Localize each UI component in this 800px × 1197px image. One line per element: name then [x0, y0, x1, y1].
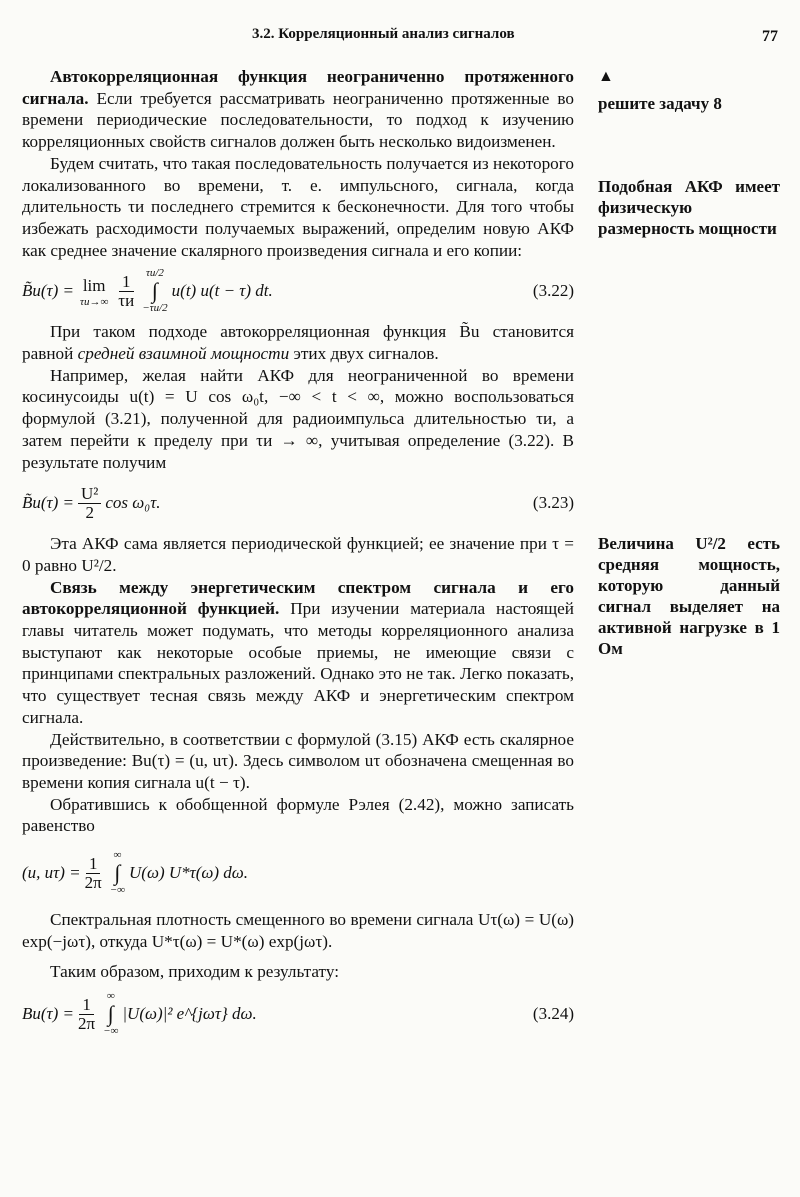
equation-rayleigh: (u, uτ) = $\frac{1}{2\pi}$ ∞ ∫ −∞ U(ω) U*τ(ω) dω.	[22, 849, 249, 897]
paragraph-2: Будем считать, что такая последовательность получается из некоторого локализованного во времени, т. е. импульсного, сигнала, когда длительность τи последнего стремится к бесконечности. Для того чтобы избежать расходимости получаемых выражений, определим новую АКФ как среднее значение скалярного произведения сигнала и его копии:	[22, 153, 574, 260]
runin-heading-2: Связь между энергетическим спектром сигнала и его автокорреляционной функцией.	[22, 577, 574, 619]
integral-sign: τи/2 ∫ −τи/2	[142, 267, 168, 315]
equation-3-23: B̃u(τ) = $\frac{\text{U²}}{2}$ cos ω₀τ. (3.23)	[22, 483, 574, 522]
integral-sign: ∞ ∫ −∞	[109, 849, 125, 897]
equation-number: (3.23)	[532, 493, 574, 513]
equation-3-24: Bu(τ) = $\frac{1}{2\pi}$ ∞ ∫ −∞ |U(ω)|² e^{jωτ} dω. (3.24)	[22, 990, 574, 1038]
paragraph-1: Автокорреляционная функция неограниченно протяженного сигнала. Если требуется рассматривать неограниченно протяженные во времени периодические последовательности, то подход к изучению корреляционных свойств сигналов должен быть несколько видоизменен.	[22, 67, 574, 152]
margin-note-dimension: Подобная АКФ имеет физическую размерность мощности	[598, 177, 780, 238]
paragraph-8: Обратившись к обобщенной формуле Рэлея (2.42), можно записать равенство	[22, 794, 574, 836]
running-header: 3.2. Корреляционный анализ сигналов	[252, 26, 515, 42]
paragraph-4: Например, желая найти АКФ для неограниченной во времени косинусоиды u(t) = U cos ω₀t, −∞ < t < ∞, можно воспользоваться формулой (3.21), полученной для радиоимпульса длительностью τи, а затем перейти к пределу при τи → ∞, учитывая определение (3.22). В результате получим	[22, 365, 574, 472]
page-number: 77	[762, 28, 778, 45]
runin-heading-1: Автокорреляционная функция неограниченно протяженного сигнала.	[22, 67, 574, 108]
integral-sign: ∞ ∫ −∞	[103, 990, 119, 1038]
main-text	[22, 66, 574, 1046]
fraction: $\frac{1}{\tau и}$	[118, 271, 135, 310]
equation-3-22: B̃u(τ) = lim τи→∞ $\frac{1}{\tau и}$ τи/2 ∫ −τи/2 u(t) u(t − τ) dt. (3.22)	[22, 267, 574, 315]
limit-operator: lim τи→∞	[80, 275, 109, 308]
margin-note-task-text: решите задачу 8	[598, 94, 722, 113]
paragraph-6: Связь между энергетическим спектром сигнала и его автокорреляционной функцией. При изучении материала настоящей главы читатель может подумать, что методы корреляционного анализа выступают как некоторые особые приемы, не имеющие связи с принципами спектральных разложений. Однако это не так. Легко показать, что существует тесная связь между АКФ и энергетическим спектром сигнала.	[22, 577, 574, 727]
margin-note-power: Величина U²/2 есть средняя мощность, которую данный сигнал выделяет на активной нагрузке в 1 Ом	[598, 534, 780, 658]
triangle-marker-icon: ▲	[598, 68, 614, 85]
paragraph-10: Таким образом, приходим к результату:	[50, 961, 339, 981]
fraction: $\frac{\text{U²}}{2}$	[78, 485, 101, 522]
equation-number: (3.24)	[532, 1004, 574, 1024]
margin-note-task	[598, 66, 780, 114]
equation-number: (3.22)	[532, 281, 574, 301]
fraction: $\frac{1}{2\pi}$	[78, 994, 96, 1033]
paragraph-9: Спектральная плотность смещенного во времени сигнала Uτ(ω) = U(ω) exp(−jωτ), откуда U*τ(ω) = U*(ω) exp(jωτ).	[22, 910, 574, 951]
paragraph-3: При таком подходе автокорреляционная функция B̃u становится равной средней взаимной мощности этих двух сигналов.	[22, 322, 574, 364]
paragraph-5: Эта АКФ сама является периодической функцией; ее значение при τ = 0 равно U²/2.	[22, 534, 574, 575]
paragraph-7: Действительно, в соответствии с формулой (3.15) АКФ есть скалярное произведение: Bu(τ) = (u, uτ). Здесь символом uτ обозначена смещенная во времени копия сигнала u(t − τ).	[22, 729, 574, 792]
fraction: $\frac{1}{2\pi}$	[84, 853, 102, 892]
